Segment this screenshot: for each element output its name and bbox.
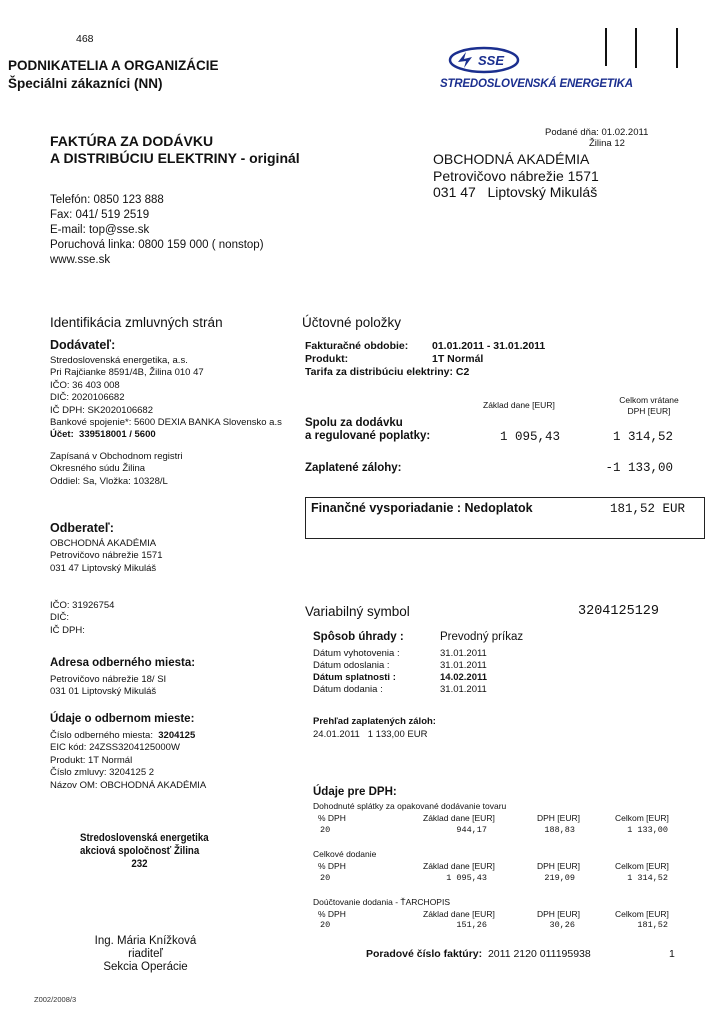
settlement-value: 181,52 EUR	[610, 502, 686, 516]
logo-mark-text: SSE	[478, 53, 505, 68]
stamp-line: akciová spoločnosť Žilina	[80, 845, 200, 857]
advances-total: -1 133,00	[605, 461, 673, 475]
sum-label-line2: a regulované poplatky:	[305, 430, 431, 442]
vat-total: 1 314,52	[627, 873, 668, 883]
vat-total: 181,52	[637, 920, 668, 930]
tariff-text: Tarifa za distribúciu elektriny: C2	[305, 366, 470, 378]
signatory-role: riaditeľ	[128, 948, 163, 960]
invoice-number-label: Poradové číslo faktúry:	[366, 948, 483, 960]
vat-col-base: Základ dane [EUR]	[423, 909, 495, 919]
send-date-value: 31.01.2011	[440, 660, 487, 671]
vat-base: 1 095,43	[446, 873, 487, 883]
customer-line: 031 47 Liptovský Mikuláš	[50, 562, 157, 574]
site-number	[50, 730, 206, 742]
col-header-total	[600, 395, 698, 416]
site-number-value: 3204125	[158, 730, 196, 741]
filed-date: Podané dňa: 01.02.2011	[545, 127, 649, 138]
vat-col-total: Celkom [EUR]	[615, 861, 669, 871]
form-code: Z002/2008/3	[34, 995, 77, 1004]
customer-ic-dph: IČ DPH:	[50, 624, 85, 636]
vat-base: 944,17	[456, 825, 487, 835]
vat-col-rate: % DPH	[318, 813, 346, 823]
variable-symbol-value: 3204125129	[578, 604, 660, 619]
due-date-label: Dátum splatnosti :	[313, 672, 396, 683]
recipient-city: 031 47 Liptovský Mikuláš	[433, 184, 598, 200]
vat-col-vat: DPH [EUR]	[537, 861, 580, 871]
barcode-bar	[676, 28, 678, 68]
site-info-line: Produkt: 1T Normál	[50, 754, 133, 766]
col-header-base: Základ dane [EUR]	[483, 400, 555, 410]
col-header-total-line2: DPH [EUR]	[627, 405, 671, 416]
invoice-number	[366, 948, 591, 960]
sum-base-value: 1 095,43	[499, 430, 560, 444]
registry-line: Zapísaná v Obchodnom registri	[50, 451, 183, 462]
product-label: Produkt:	[305, 353, 349, 365]
vat-col-rate: % DPH	[318, 861, 346, 871]
registry-line: Oddiel: Sa, Vložka: 10328/L	[50, 475, 168, 487]
invoice-title-line1: FAKTÚRA ZA DODÁVKU	[50, 133, 214, 149]
site-info-line: EIC kód: 24ZSS3204125000W	[50, 742, 180, 754]
advances-overview-line: 24.01.2011 1 133,00 EUR	[313, 729, 428, 740]
vat-base: 151,26	[456, 920, 487, 930]
company-stamp	[80, 832, 209, 871]
customer-ico: IČO: 31926754	[50, 600, 115, 611]
payment-method-label: Spôsob úhrady :	[313, 631, 404, 643]
supplier-title: Dodávateľ:	[50, 338, 116, 352]
site-info-line: Názov OM: OBCHODNÁ AKADÉMIA	[50, 779, 207, 791]
vat-rate: 20	[320, 825, 331, 835]
supplier-line: Stredoslovenská energetika, a.s.	[50, 355, 188, 366]
issue-date-value: 31.01.2011	[440, 648, 487, 659]
issue-date-label: Dátum vyhotovenia :	[313, 648, 400, 659]
items-section-title: Účtovné položky	[302, 315, 402, 330]
contact-block	[50, 193, 264, 268]
vat-rate: 20	[320, 873, 331, 883]
site-number-label: Číslo odberného miesta:	[50, 730, 153, 741]
barcode-bar	[635, 28, 637, 68]
barcode-bar	[605, 28, 607, 66]
customer-dic: DIČ:	[50, 612, 69, 624]
supplier-line: IČ DPH: SK2020106682	[50, 404, 153, 416]
page-counter: 1	[669, 948, 675, 960]
supplier-line: Bankové spojenie*: 5600 DEXIA BANKA Slovensko a.s	[50, 417, 282, 429]
contact-fax: Fax: 041/ 519 2519	[50, 209, 150, 221]
billing-period-label: Fakturačné obdobie:	[305, 340, 409, 352]
invoice-number-value: 2011 2120 011195938	[487, 948, 591, 960]
supplier-account	[50, 429, 282, 441]
payment-method-value: Prevodný príkaz	[440, 631, 524, 643]
sum-total-value: 1 314,52	[612, 430, 673, 444]
vat-col-vat: DPH [EUR]	[537, 813, 580, 823]
signatory-department: Sekcia Operácie	[103, 961, 188, 973]
date-values	[440, 648, 487, 696]
signature-block	[78, 935, 213, 974]
supplier-details	[50, 355, 282, 442]
settlement-label: Finančné vysporiadanie : Nedoplatok	[311, 501, 533, 515]
vat-col-vat: DPH [EUR]	[537, 909, 580, 919]
vat-amount: 188,83	[544, 825, 575, 835]
customer-details	[50, 538, 163, 575]
site-info-title: Údaje o odbernom mieste:	[50, 713, 195, 725]
registry-line: Okresného súdu Žilina	[50, 463, 146, 475]
vat-col-total: Celkom [EUR]	[615, 813, 669, 823]
customer-title: Odberateľ:	[50, 521, 114, 535]
stamp-line: Stredoslovenská energetika	[80, 832, 209, 844]
site-address-title: Adresa odberného miesta:	[50, 657, 196, 669]
vat-title: Údaje pre DPH:	[313, 786, 397, 798]
parties-section-title: Identifikácia zmluvných strán	[50, 315, 223, 330]
signatory-name: Ing. Mária Knížková	[94, 935, 197, 947]
vat-col-rate: % DPH	[318, 909, 346, 919]
billing-period-value: 01.01.2011 - 31.01.2011	[432, 340, 546, 352]
registry-details	[50, 451, 183, 488]
logo-company-name: STREDOSLOVENSKÁ ENERGETIKA	[440, 78, 633, 90]
send-date-label: Dátum odoslania :	[313, 660, 390, 671]
delivery-date-value: 31.01.2011	[440, 684, 487, 695]
vat-block-caption: Doúčtovanie dodania - ŤARCHOPIS	[313, 897, 451, 907]
page-number: 468	[76, 33, 94, 45]
contact-phone: Telefón: 0850 123 888	[50, 194, 164, 206]
contact-fault-line: Poruchová linka: 0800 159 000 ( nonstop)	[50, 239, 264, 251]
advances-overview-title: Prehľad zaplatených záloh:	[313, 716, 436, 727]
recipient-name: OBCHODNÁ AKADÉMIA	[433, 151, 590, 167]
vat-col-base: Základ dane [EUR]	[423, 861, 495, 871]
variable-symbol-label: Variabilný symbol	[305, 604, 410, 619]
vat-amount: 219,09	[544, 873, 575, 883]
vat-col-base: Základ dane [EUR]	[423, 813, 495, 823]
customer-line: OBCHODNÁ AKADÉMIA	[50, 538, 157, 549]
supplier-line: DIČ: 2020106682	[50, 392, 125, 404]
account-value: 339518001 / 5600	[79, 429, 156, 441]
stamp-line: 232	[131, 858, 148, 870]
segment-subtitle: Špeciálni zákazníci (NN)	[8, 76, 163, 91]
vat-block-caption: Celkové dodanie	[313, 849, 377, 859]
account-label: Účet:	[50, 429, 74, 441]
supplier-line: Pri Rajčianke 8591/4B, Žilina 010 47	[50, 367, 204, 379]
vat-total: 1 133,00	[627, 825, 668, 835]
sum-label	[305, 417, 430, 443]
sse-logo	[448, 46, 520, 79]
invoice-title-line2: A DISTRIBÚCIU ELEKTRINY - originál	[50, 150, 300, 166]
contact-email: E-mail: top@sse.sk	[50, 224, 150, 236]
vat-amount: 30,26	[549, 920, 575, 930]
due-date-value: 14.02.2011	[440, 672, 488, 683]
filed-place: Žilina 12	[589, 138, 625, 149]
vat-rate: 20	[320, 920, 331, 930]
contact-website: www.sse.sk	[50, 254, 111, 266]
advances-label: Zaplatené zálohy:	[305, 462, 402, 474]
recipient-street: Petrovičovo nábrežie 1571	[433, 168, 599, 184]
product-value: 1T Normál	[432, 353, 484, 365]
site-info-line: Číslo zmluvy: 3204125 2	[50, 767, 155, 779]
site-line: Petrovičovo nábrežie 18/ SI	[50, 674, 167, 685]
customer-line: Petrovičovo nábrežie 1571	[50, 550, 163, 562]
segment-title: PODNIKATELIA A ORGANIZÁCIE	[8, 58, 219, 73]
site-address	[50, 674, 166, 699]
site-info	[50, 730, 206, 792]
sum-label-line1: Spolu za dodávku	[305, 417, 403, 429]
site-line: 031 01 Liptovský Mikuláš	[50, 686, 157, 698]
supplier-line: IČO: 36 403 008	[50, 379, 120, 391]
date-labels	[313, 648, 400, 696]
vat-block-caption: Dohodnuté splátky za opakované dodávanie tovaru	[313, 801, 507, 811]
col-header-total-line1: Celkom vrátane	[619, 395, 679, 405]
customer-ids	[50, 600, 114, 637]
vat-col-total: Celkom [EUR]	[615, 909, 669, 919]
delivery-date-label: Dátum dodania :	[313, 684, 383, 695]
